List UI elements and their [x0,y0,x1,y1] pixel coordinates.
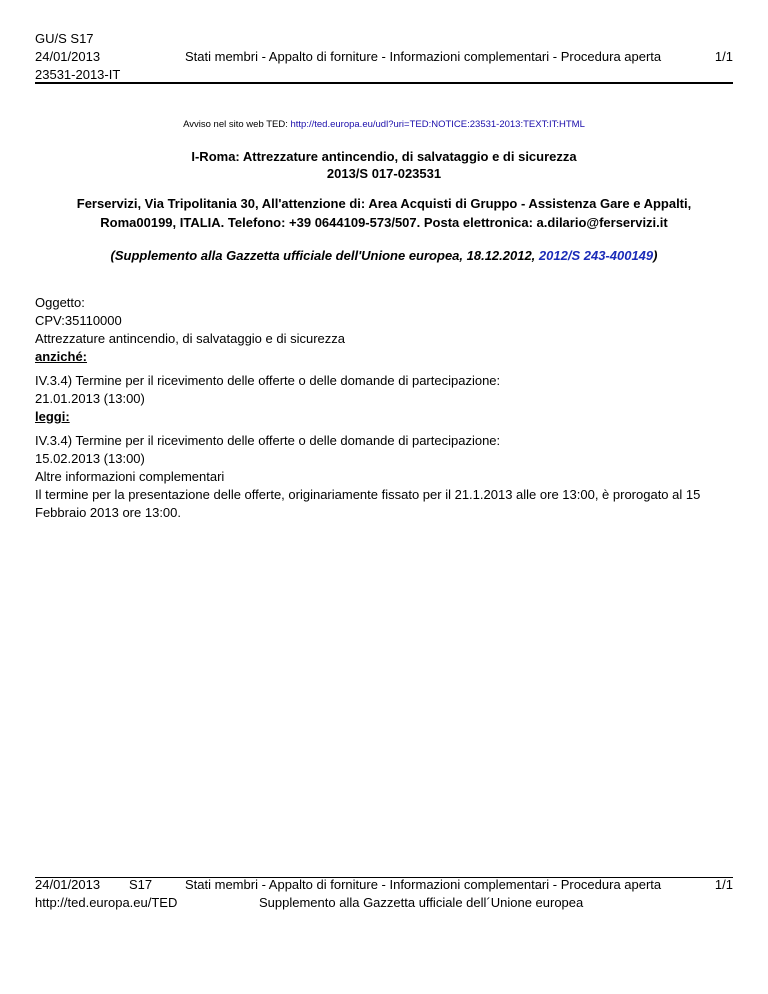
header-divider [35,82,733,84]
cpv-code: CPV:35110000 [35,313,122,328]
notice-body [35,294,725,522]
footer-supplement-number: S17 [129,877,153,892]
notice-link[interactable]: http://ted.europa.eu/udl?uri=TED:NOTICE:23531-2013:TEXT:IT:HTML [290,119,585,130]
footer-page-number: 1/1 [714,877,733,892]
supplement-close-paren: ) [653,248,658,263]
header-reference-block [35,30,120,84]
notice-title [0,148,768,182]
new-deadline: 15.02.2013 (13:00) [35,451,145,466]
instead-label: anziché: [35,349,88,364]
supplement-text: Supplemento alla Gazzetta ufficiale dell'Unione europea, 18.12.2012, [114,248,539,263]
cpv-description: Attrezzature antincendio, di salvataggio e di sicurezza [35,331,346,346]
footer-supplement-title: Supplemento alla Gazzetta ufficiale dell´Unione europea [259,895,584,910]
supplement-open-paren: ( [110,248,115,263]
notice-prefix: Avviso nel sito web TED: [183,119,291,130]
journal-reference: GU/S S17 [35,31,94,46]
header-page-number: 1/1 [714,49,733,64]
contracting-authority [40,194,728,232]
old-section-heading: IV.3.4) Termine per il ricevimento delle offerte o delle domande di partecipazione: [35,373,501,388]
other-info-text: Il termine per la presentazione delle offerte, originariamente fissato per il 21.1.2013 alle ore 13:00, è prorogato al 15 Febbraio 2013 ore 13:00. [35,487,701,520]
contact-line-2: Roma00199, ITALIA. Telefono: +39 0644109-573/507. Posta elettronica: a.dilario@ferservizi.it [100,215,668,230]
supplement-reference [0,247,768,265]
old-deadline: 21.01.2013 (13:00) [35,391,145,406]
title-line-1: I-Roma: Attrezzature antincendio, di salvataggio e di sicurezza [191,149,577,164]
footer-section-title: Stati membri - Appalto di forniture - Informazioni complementari - Procedura aperta [185,877,662,892]
new-section-heading: IV.3.4) Termine per il ricevimento delle offerte o delle domande di partecipazione: [35,433,501,448]
other-info-label: Altre informazioni complementari [35,469,225,484]
footer-date: 24/01/2013 [35,877,101,892]
title-line-2: 2013/S 017-023531 [326,166,442,181]
object-label: Oggetto: [35,295,85,310]
header-section-title: Stati membri - Appalto di forniture - Informazioni complementari - Procedura aperta [185,49,662,64]
header-date: 24/01/2013 [35,49,101,64]
notice-line [0,118,768,132]
supplement-link[interactable]: 2012/S 243-400149 [538,248,654,263]
contact-line-1: Ferservizi, Via Tripolitania 30, All'attenzione di: Area Acquisti di Gruppo - Assistenza Gare e Appalti, [76,196,692,211]
document-number: 23531-2013-IT [35,67,121,82]
read-label: leggi: [35,409,70,424]
footer-url: http://ted.europa.eu/TED [35,895,178,910]
